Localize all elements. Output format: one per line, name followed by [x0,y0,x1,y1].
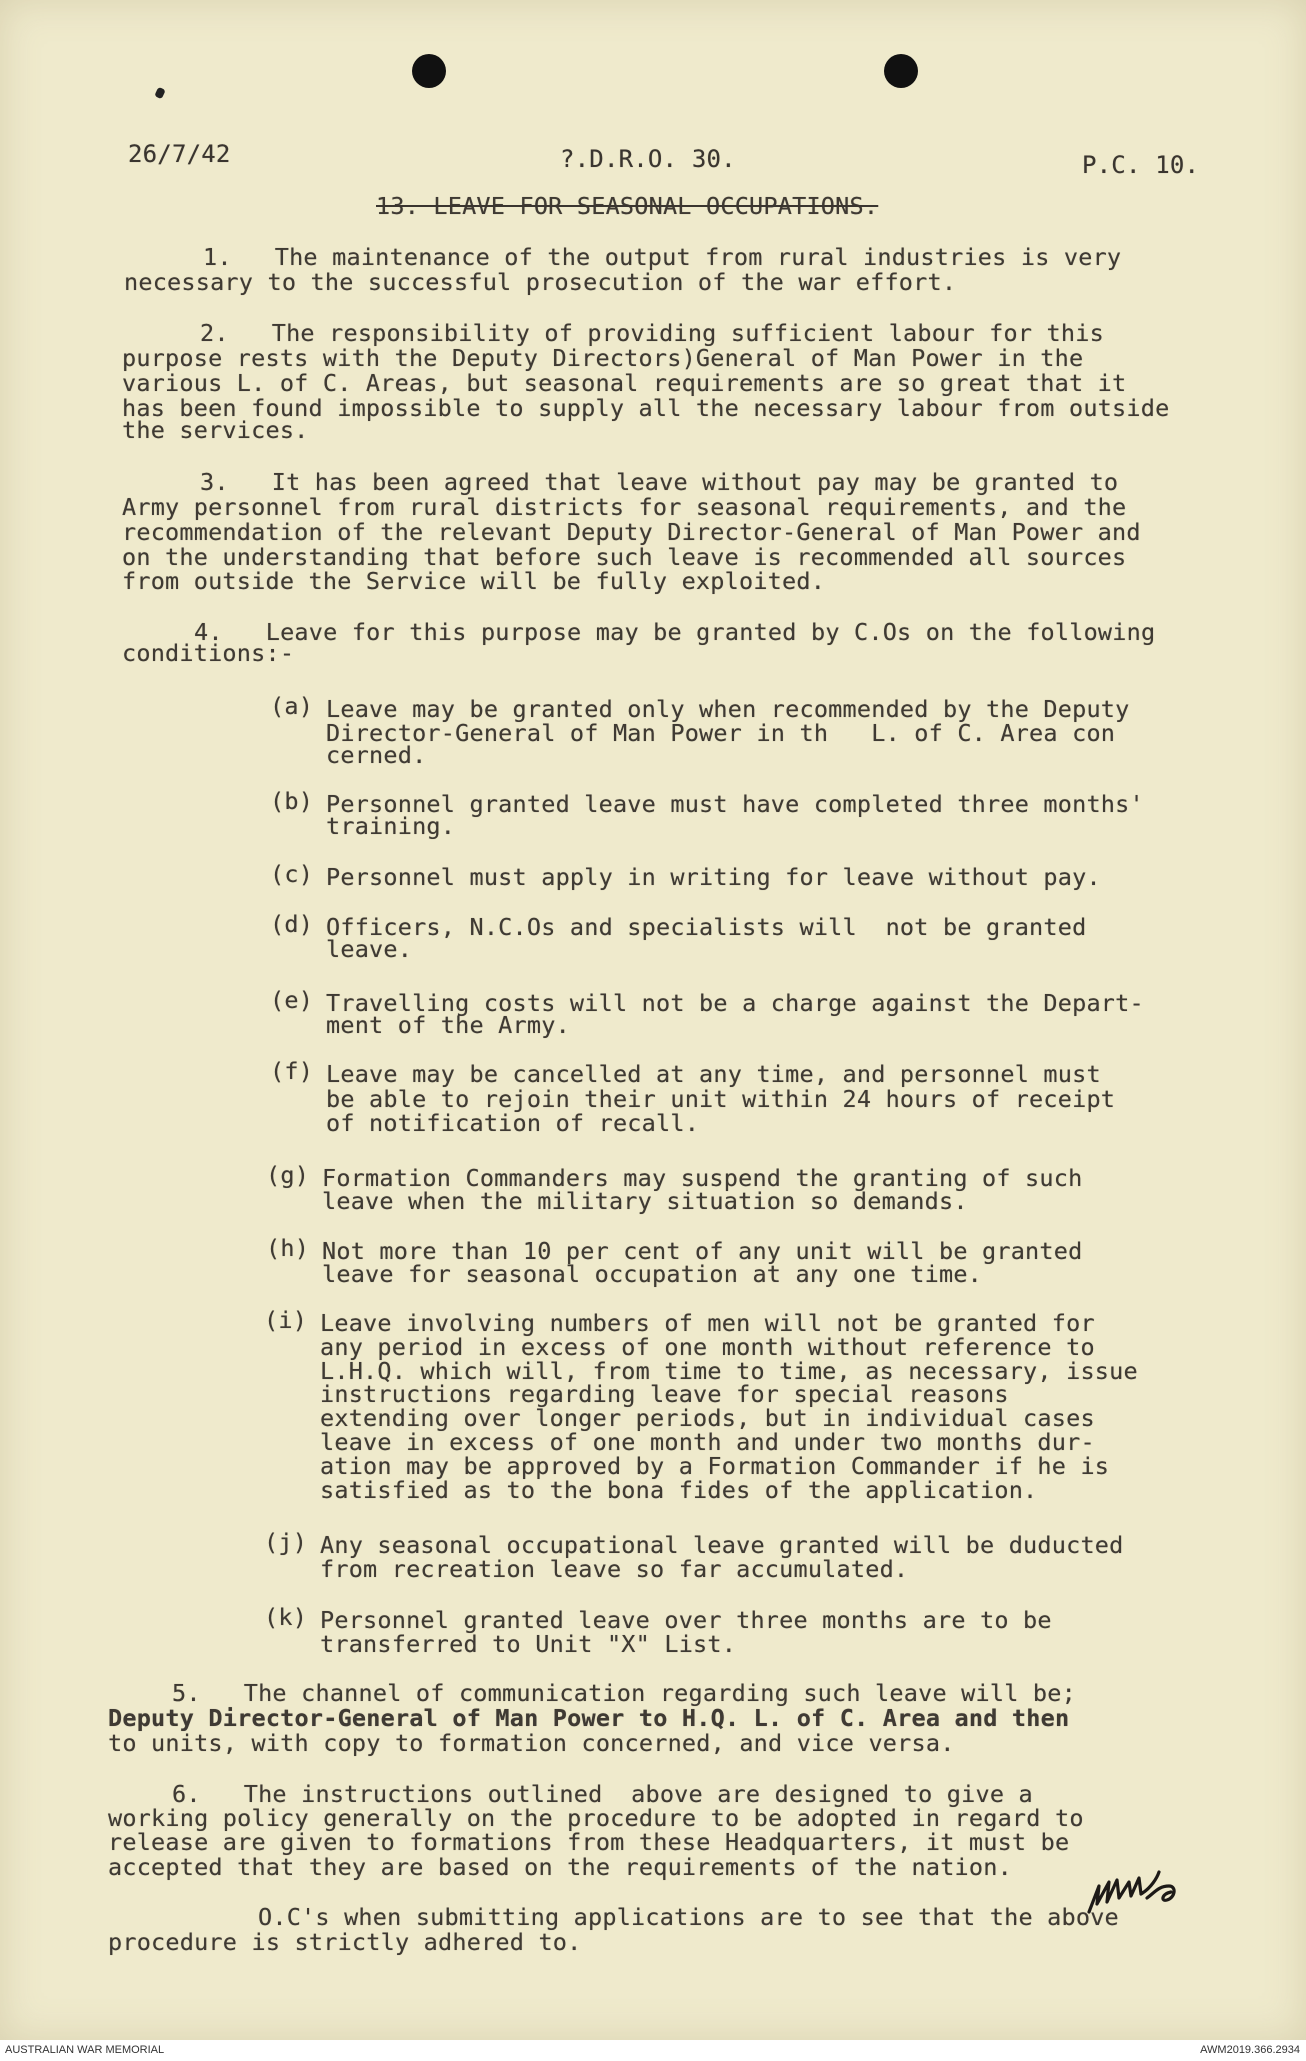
condition-i-line-2: any period in excess of one month without reference to [320,1333,1095,1361]
condition-d-line-2: leave. [326,935,413,963]
condition-label-c: (c) [270,860,314,888]
condition-label-k: (k) [264,1603,308,1631]
paragraph-2-line-2: purpose rests with the Deputy Directors)General of Man Power in the [122,344,1084,372]
paragraph-1-line-2: necessary to the successful prosecution of the war effort. [124,268,957,296]
punch-hole-left [412,54,446,88]
paragraph-3-line-3: recommendation of the relevant Deputy Director-General of Man Power and [122,518,1141,546]
condition-b-line-2: training. [326,812,456,840]
condition-label-f: (f) [270,1057,314,1085]
condition-j-line-2: from recreation leave so far accumulated. [320,1555,909,1583]
paragraph-3-line-2: Army personnel from rural districts for seasonal requirements, and the [122,493,1127,521]
paragraph-2-line-1: 2. The responsibility of providing sufficient labour for this [200,319,1104,347]
condition-f-line-2: be able to rejoin their unit within 24 hours of receipt [326,1085,1116,1113]
condition-j-line-1: Any seasonal occupational leave granted will be duducted [320,1531,1124,1559]
condition-a-line-3: cerned. [326,741,427,769]
condition-f-line-1: Leave may be cancelled at any time, and personnel must [326,1060,1101,1088]
condition-i-line-1: Leave involving numbers of men will not be granted for [320,1309,1095,1337]
paragraph-6-line-4: accepted that they are based on the requirements of the nation. [108,1853,1012,1881]
punch-hole-right [884,54,918,88]
condition-label-a: (a) [270,692,314,720]
paragraph-5-line-3: to units, with copy to formation concerned, and vice versa. [108,1729,955,1757]
condition-d-line-1: Officers, N.C.Os and specialists will not be granted [326,913,1087,941]
condition-label-g: (g) [266,1161,310,1189]
condition-i-line-7: ation may be approved by a Formation Commander if he is [320,1452,1110,1480]
condition-h-line-1: Not more than 10 per cent of any unit will be granted [322,1237,1083,1265]
paragraph-2-line-5: the services. [122,416,309,444]
condition-k-line-2: transferred to Unit "X" List. [320,1630,737,1658]
condition-label-j: (j) [264,1528,308,1556]
paragraph-4-line-1: 4. Leave for this purpose may be granted by C.Os on the following [194,618,1156,646]
paragraph-2-line-4: has been found impossible to supply all the necessary labour from outside [122,394,1170,422]
condition-label-e: (e) [270,986,314,1014]
condition-i-line-6: leave in excess of one month and under two months dur- [320,1428,1095,1456]
condition-i-line-4: instructions regarding leave for special reasons [320,1380,1009,1408]
paragraph-1-line-1: 1. The maintenance of the output from rural industries is very [203,243,1122,271]
paragraph-3-line-1: 3. It has been agreed that leave without pay may be granted to [200,468,1119,496]
paragraph-6-line-3: release are given to formations from these Headquarters, it must be [108,1828,1070,1856]
paragraph-4-line-2: conditions:- [122,639,295,667]
condition-a-line-1: Leave may be granted only when recommended by the Deputy [326,695,1130,723]
footer-source: AUSTRALIAN WAR MEMORIAL [5,2044,165,2056]
header-page-ref: P.C. 10. [1082,151,1200,179]
footer-bar [0,2040,1306,2061]
paragraph-3-line-5: from outside the Service will be fully exploited. [122,567,826,595]
page-title: 13. LEAVE FOR SEASONAL OCCUPATIONS. [376,192,879,220]
condition-label-d: (d) [270,910,314,938]
condition-label-b: (b) [270,787,314,815]
condition-label-i: (i) [264,1306,308,1334]
paragraph-6-line-2: working policy generally on the procedure to be adopted in regard to [108,1804,1084,1832]
closing-line-2: procedure is strictly adhered to. [108,1928,582,1956]
footer-accession-number: AWM2019.366.2934 [1200,2044,1300,2056]
condition-i-line-3: L.H.Q. which will, from time to time, as necessary, issue [320,1357,1138,1385]
condition-f-line-3: of notification of recall. [326,1109,700,1137]
condition-e-line-1: Travelling costs will not be a charge against the Depart- [326,989,1144,1017]
ink-mark [154,87,165,99]
condition-a-line-2: Director-General of Man Power in th L. of C. Area con [326,719,1116,747]
condition-g-line-1: Formation Commanders may suspend the granting of such [322,1164,1083,1192]
paragraph-6-line-1: 6. The instructions outlined above are designed to give a [172,1780,1033,1808]
paragraph-5-line-2: Deputy Director-General of Man Power to H.Q. L. of C. Area and then [108,1704,1070,1732]
header-order-ref: ?.D.R.O. 30. [560,145,736,173]
handwritten-initials [1085,1868,1205,1918]
paragraph-5-line-1: 5. The channel of communication regarding such leave will be; [172,1679,1076,1707]
paragraph-2-line-3: various L. of C. Areas, but seasonal requirements are so great that it [122,369,1127,397]
condition-e-line-2: ment of the Army. [326,1011,570,1039]
condition-h-line-2: leave for seasonal occupation at any one time. [322,1260,983,1288]
condition-label-h: (h) [266,1234,310,1262]
paragraph-3-line-4: on the understanding that before such leave is recommended all sources [122,543,1127,571]
condition-c-line-1: Personnel must apply in writing for leave without pay. [326,863,1101,891]
condition-i-line-8: satisfied as to the bona fides of the application. [320,1476,1038,1504]
header-date: 26/7/42 [128,140,231,168]
condition-g-line-2: leave when the military situation so demands. [322,1187,968,1215]
condition-k-line-1: Personnel granted leave over three months are to be [320,1606,1052,1634]
condition-b-line-1: Personnel granted leave must have completed three months' [326,790,1144,818]
condition-i-line-5: extending over longer periods, but in individual cases [320,1404,1095,1432]
closing-line-1: O.C's when submitting applications are to see that the above [258,1903,1119,1931]
